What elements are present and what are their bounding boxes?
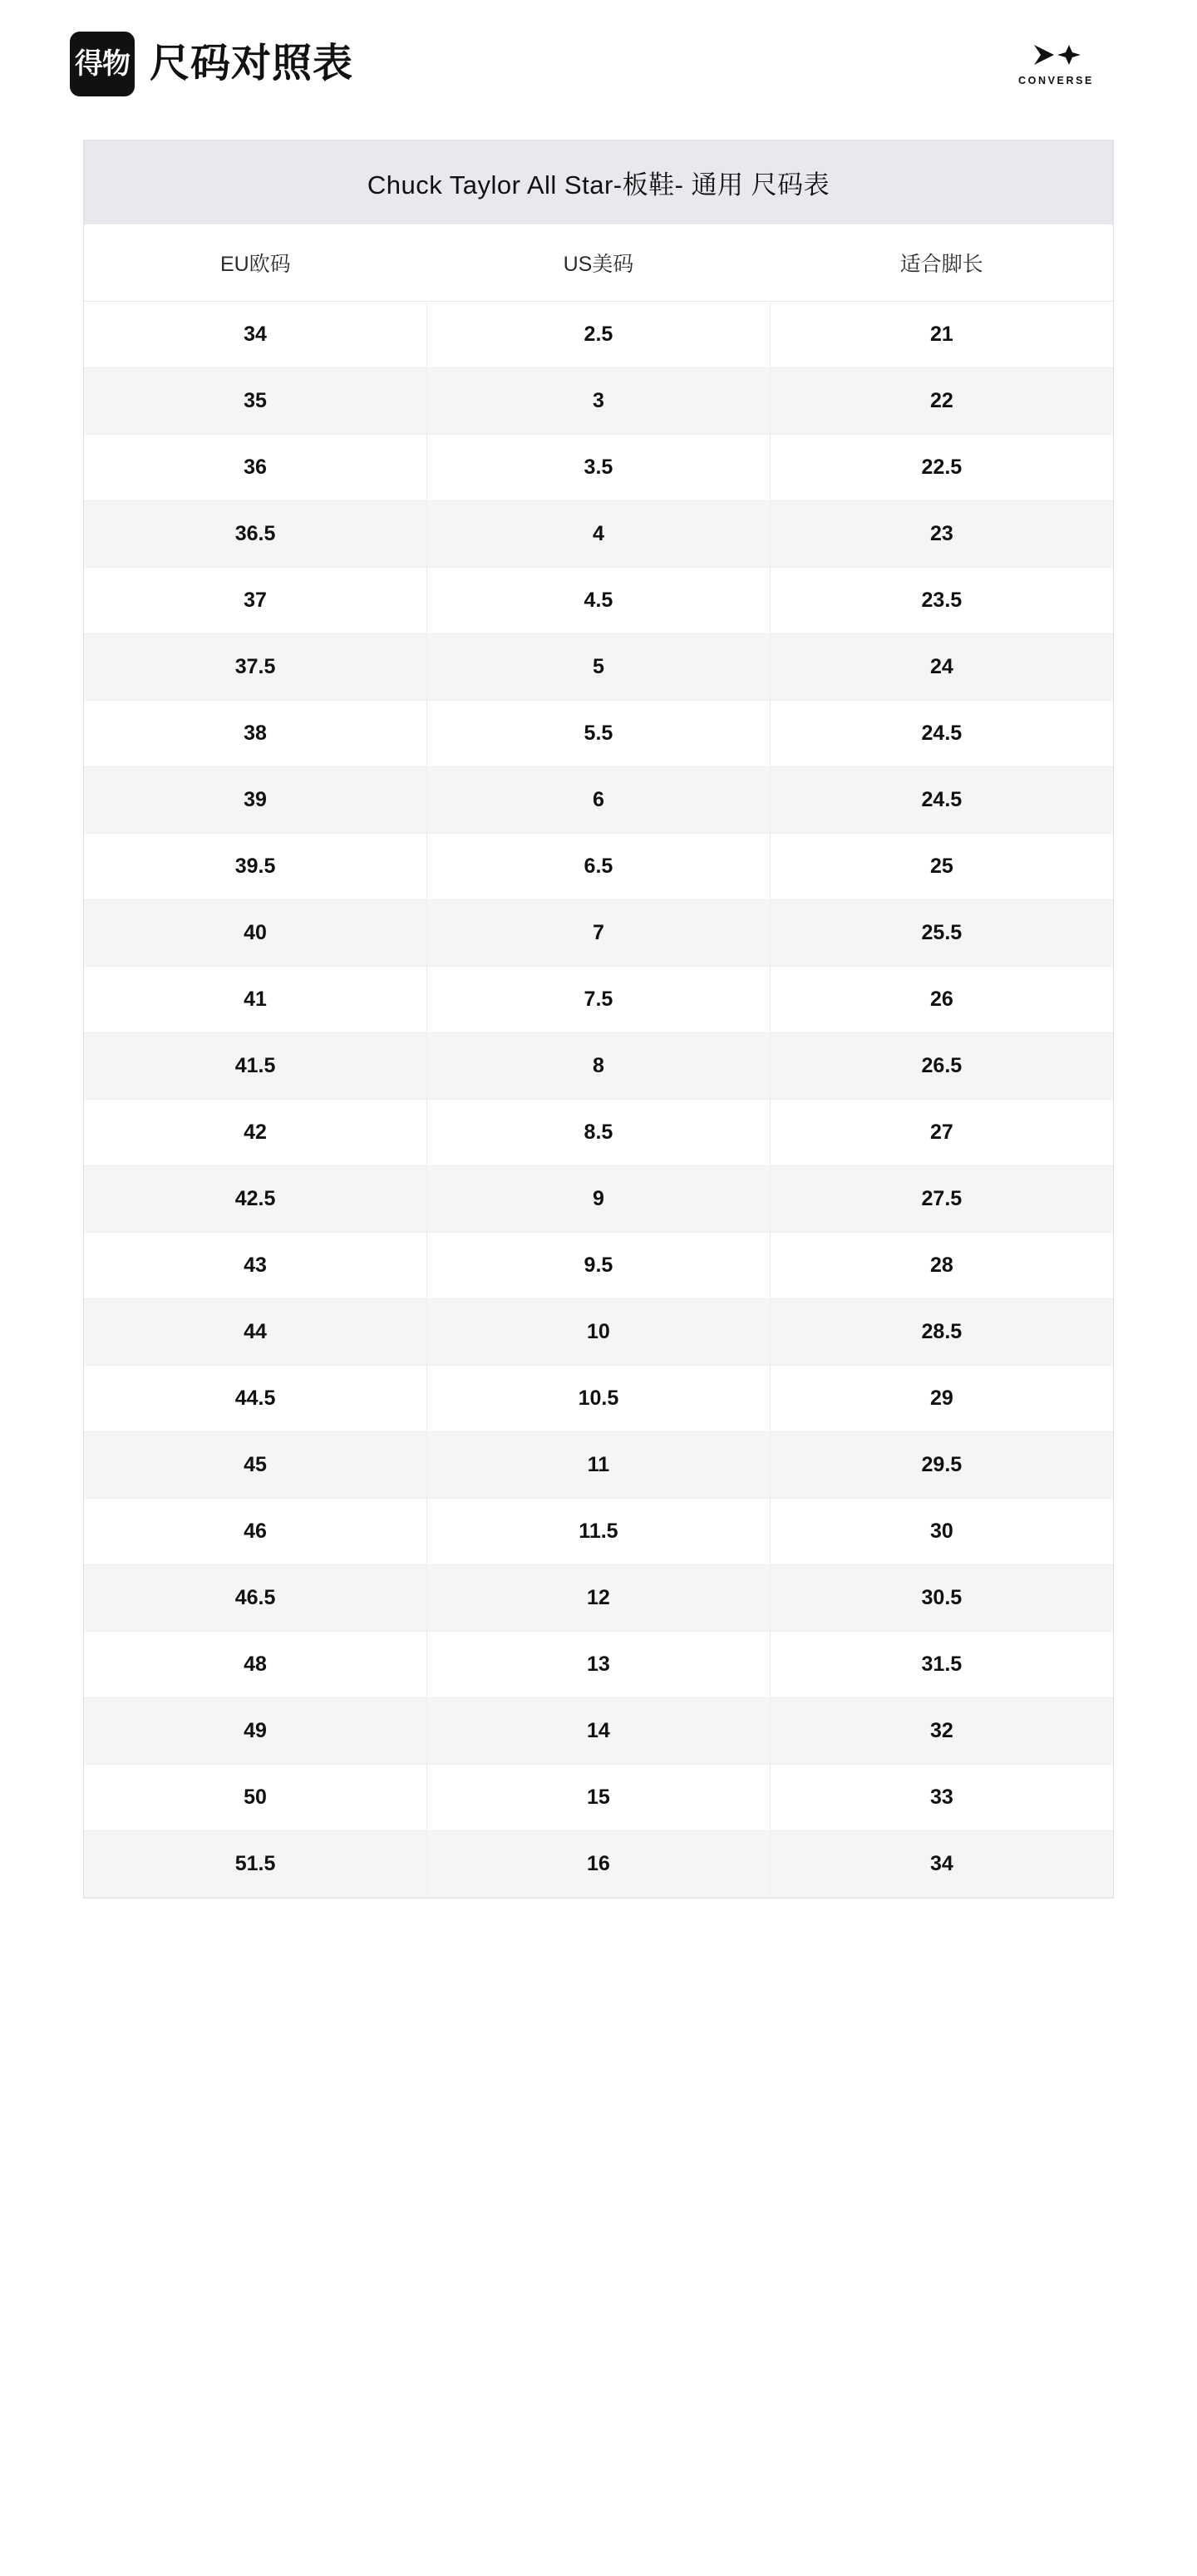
cell-eu-size: 39.5 (84, 834, 427, 900)
table-row (84, 302, 1113, 368)
cell-eu-size: 34 (84, 302, 427, 368)
cell-foot-length: 30 (770, 1499, 1113, 1565)
table-row (84, 1698, 1113, 1765)
cell-us-size: 11 (427, 1432, 771, 1499)
cell-foot-length: 24.5 (770, 701, 1113, 767)
table-row (84, 568, 1113, 634)
cell-eu-size: 41 (84, 967, 427, 1033)
table-row (84, 1033, 1113, 1100)
cell-us-size: 6.5 (427, 834, 771, 900)
cell-foot-length: 28.5 (770, 1299, 1113, 1366)
cell-us-size: 5 (427, 634, 771, 701)
cell-us-size: 12 (427, 1565, 771, 1632)
cell-us-size: 10 (427, 1299, 771, 1366)
cell-us-size: 16 (427, 1831, 771, 1898)
cell-eu-size: 44 (84, 1299, 427, 1366)
column-header-footlength: 适合脚长 (770, 224, 1113, 302)
cell-eu-size: 46 (84, 1499, 427, 1565)
table-row (84, 1432, 1113, 1499)
cell-foot-length: 34 (770, 1831, 1113, 1898)
table-row (84, 1499, 1113, 1565)
cell-us-size: 10.5 (427, 1366, 771, 1432)
cell-us-size: 8 (427, 1033, 771, 1100)
table-row (84, 634, 1113, 701)
cell-eu-size: 42 (84, 1100, 427, 1166)
cell-foot-length: 24.5 (770, 767, 1113, 834)
header-left-group (70, 32, 353, 96)
table-row (84, 834, 1113, 900)
table-row (84, 435, 1113, 501)
cell-us-size: 8.5 (427, 1100, 771, 1166)
cell-foot-length: 22.5 (770, 435, 1113, 501)
table-row (84, 701, 1113, 767)
table-row (84, 1632, 1113, 1698)
cell-foot-length: 22 (770, 368, 1113, 435)
cell-us-size: 7 (427, 900, 771, 967)
cell-foot-length: 28 (770, 1233, 1113, 1299)
cell-us-size: 2.5 (427, 302, 771, 368)
table-row (84, 767, 1113, 834)
cell-eu-size: 35 (84, 368, 427, 435)
cell-eu-size: 41.5 (84, 1033, 427, 1100)
cell-foot-length: 32 (770, 1698, 1113, 1765)
cell-eu-size: 45 (84, 1432, 427, 1499)
size-table-body (84, 302, 1113, 1898)
size-table-card (83, 140, 1114, 1899)
dewu-logo-badge (70, 32, 135, 96)
cell-foot-length: 25 (770, 834, 1113, 900)
cell-us-size: 4.5 (427, 568, 771, 634)
cell-foot-length: 33 (770, 1765, 1113, 1831)
table-row (84, 1299, 1113, 1366)
cell-eu-size: 43 (84, 1233, 427, 1299)
cell-foot-length: 23 (770, 501, 1113, 568)
cell-eu-size: 37.5 (84, 634, 427, 701)
dewu-logo-text: 得物 (75, 48, 130, 80)
table-row (84, 1233, 1113, 1299)
column-header-eu: EU欧码 (84, 224, 427, 302)
converse-chevron-star-icon (1029, 42, 1084, 70)
cell-eu-size: 46.5 (84, 1565, 427, 1632)
cell-eu-size: 36 (84, 435, 427, 501)
table-row (84, 900, 1113, 967)
table-row (84, 1366, 1113, 1432)
cell-eu-size: 44.5 (84, 1366, 427, 1432)
cell-foot-length: 27.5 (770, 1166, 1113, 1233)
cell-us-size: 7.5 (427, 967, 771, 1033)
cell-eu-size: 36.5 (84, 501, 427, 568)
cell-us-size: 14 (427, 1698, 771, 1765)
cell-foot-length: 25.5 (770, 900, 1113, 967)
cell-us-size: 9 (427, 1166, 771, 1233)
cell-us-size: 9.5 (427, 1233, 771, 1299)
cell-eu-size: 42.5 (84, 1166, 427, 1233)
table-header-row (84, 224, 1113, 302)
cell-us-size: 5.5 (427, 701, 771, 767)
table-row (84, 1565, 1113, 1632)
cell-us-size: 6 (427, 767, 771, 834)
size-table-title: Chuck Taylor All Star-板鞋- 通用 尺码表 (84, 140, 1113, 224)
cell-eu-size: 49 (84, 1698, 427, 1765)
cell-us-size: 4 (427, 501, 771, 568)
cell-foot-length: 29 (770, 1366, 1113, 1432)
cell-foot-length: 29.5 (770, 1432, 1113, 1499)
table-row (84, 501, 1113, 568)
cell-eu-size: 51.5 (84, 1831, 427, 1898)
cell-foot-length: 31.5 (770, 1632, 1113, 1698)
page-title: 尺码对照表 (150, 42, 354, 86)
page-header (0, 0, 1197, 125)
table-row (84, 1831, 1113, 1898)
cell-eu-size: 37 (84, 568, 427, 634)
converse-wordmark: CONVERSE (1018, 75, 1094, 86)
cell-us-size: 11.5 (427, 1499, 771, 1565)
cell-foot-length: 24 (770, 634, 1113, 701)
converse-logo (1018, 42, 1127, 86)
cell-foot-length: 23.5 (770, 568, 1113, 634)
table-row (84, 368, 1113, 435)
table-row (84, 1166, 1113, 1233)
cell-eu-size: 48 (84, 1632, 427, 1698)
cell-eu-size: 38 (84, 701, 427, 767)
cell-us-size: 15 (427, 1765, 771, 1831)
table-row (84, 967, 1113, 1033)
cell-us-size: 3 (427, 368, 771, 435)
cell-eu-size: 39 (84, 767, 427, 834)
table-row (84, 1100, 1113, 1166)
cell-foot-length: 26.5 (770, 1033, 1113, 1100)
cell-foot-length: 30.5 (770, 1565, 1113, 1632)
column-header-us: US美码 (427, 224, 771, 302)
size-table (84, 224, 1113, 1898)
cell-eu-size: 50 (84, 1765, 427, 1831)
table-row (84, 1765, 1113, 1831)
cell-foot-length: 21 (770, 302, 1113, 368)
cell-us-size: 3.5 (427, 435, 771, 501)
cell-us-size: 13 (427, 1632, 771, 1698)
cell-eu-size: 40 (84, 900, 427, 967)
cell-foot-length: 27 (770, 1100, 1113, 1166)
cell-foot-length: 26 (770, 967, 1113, 1033)
